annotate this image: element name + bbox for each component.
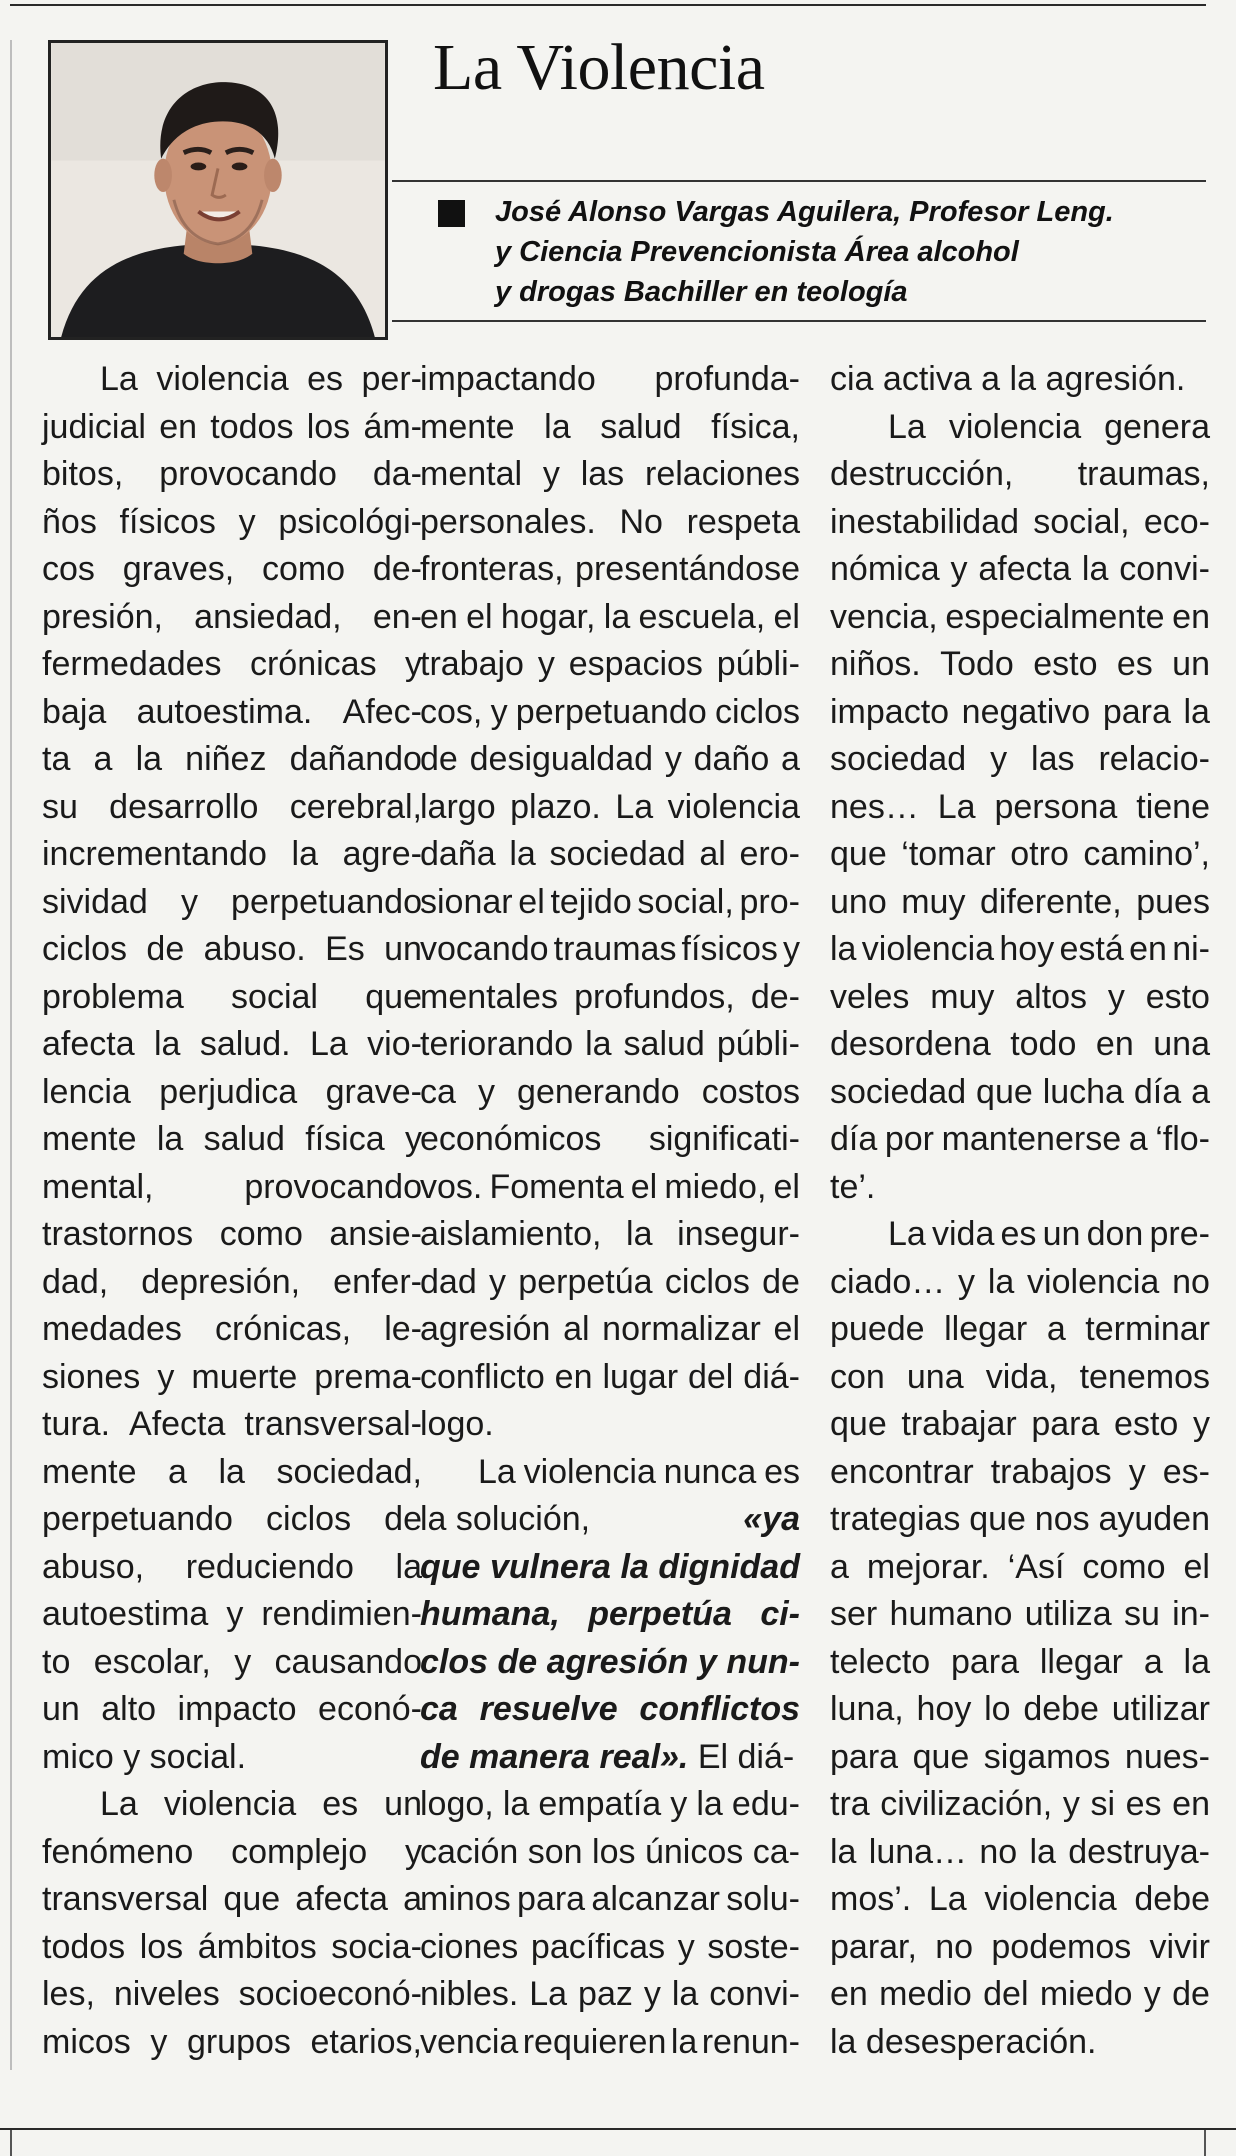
top-rule [10,4,1206,6]
text-line: teriorando la salud públi- [420,1025,800,1063]
text-line: luna, hoy lo debe utilizar [830,1690,1210,1728]
text-line: cia activa a la agresión. [830,360,1186,398]
text-line: ciones pacíficas y soste- [420,1927,800,1966]
text-fragment: la solución, [420,1500,591,1538]
text-line: siones y muerte prema- [42,1357,422,1396]
quote-line: ca resuelve conflictos [420,1690,800,1728]
author-portrait-image [51,43,385,337]
text-line [420,1734,800,1782]
text-line: impacto negativo para la [830,692,1210,731]
text-line: telecto para llegar a la [830,1642,1210,1681]
text-line: cos graves, como de- [42,550,422,588]
text-line: a mejorar. ‘Así como el [830,1547,1210,1586]
text-line: mente a la sociedad, [42,1452,422,1491]
text-line: vencia requieren la renun- [420,2022,800,2061]
text-line: todos los ámbitos socia- [42,1927,422,1966]
text-line: económicos significati- [420,1120,800,1158]
text-line: tura. Afecta transversal- [42,1405,422,1443]
quote-line: clos de agresión y nun- [420,1642,800,1681]
text-line: sionar el tejido social, pro- [420,882,800,921]
text-line: mos’. La violencia debe [830,1880,1210,1918]
text-line: minos para alcanzar solu- [420,1880,800,1918]
text-line [420,1496,800,1544]
text-line: la violencia hoy está en ni- [830,930,1210,968]
text-line: sociedad y las relacio- [830,740,1210,778]
text-line: ciado… y la violencia no [830,1262,1210,1301]
text-line: vencia, especialmente en [830,597,1210,636]
text-line: nibles. La paz y la convi- [420,1975,800,2013]
text-line: vos. Fomenta el miedo, el [420,1167,800,1206]
text-line: vocando traumas físicos y [420,930,800,968]
text-line: personales. No respeta [420,502,800,541]
text-line: desordena todo en una [830,1025,1210,1063]
header-rule [392,180,1206,182]
text-line: mentales profundos, de- [420,977,800,1016]
text-line: mental y las relaciones [420,455,800,493]
text-line: fermedades crónicas y [42,645,422,683]
author-byline [495,192,1195,312]
text-line: La violencia genera [888,407,1210,446]
left-rule [10,40,12,2070]
text-line: te’. [830,1167,876,1206]
text-line: veles muy altos y esto [830,977,1210,1016]
text-line: lencia perjudica grave- [42,1072,422,1111]
quote-fragment: de manera real». [420,1737,689,1776]
text-line: en el hogar, la escuela, el [420,597,800,636]
byline-rule [392,320,1206,322]
text-line: niños. Todo esto es un [830,645,1210,683]
text-line: to escolar, y causando [42,1642,422,1681]
text-line: incrementando la agre- [42,835,422,873]
text-line: nómica y afecta la convi- [830,550,1210,588]
text-fragment: El diá- [688,1737,795,1776]
text-line: ciclos de abuso. Es un [42,930,422,968]
text-line: mental, provocando [42,1167,422,1206]
text-line: medades crónicas, le- [42,1310,422,1348]
text-line: mente la salud física, [420,407,800,446]
text-line: ca y generando costos [420,1072,800,1111]
text-line: la desesperación. [830,2022,1097,2061]
text-line: sividad y perpetuando [42,882,422,921]
byline-square-icon [438,200,465,227]
article-title: La Violencia [433,31,765,104]
text-line: trastornos como ansie- [42,1215,422,1253]
text-line: un alto impacto econó- [42,1690,422,1728]
text-line: problema social que [42,977,422,1016]
text-line: daña la sociedad al ero- [420,835,800,873]
text-line: bitos, provocando da- [42,455,422,493]
text-line: ser humano utiliza su in- [830,1595,1210,1633]
text-line: logo. [420,1405,494,1443]
text-line: largo plazo. La violencia [420,787,800,826]
text-line: sociedad que lucha día a [830,1072,1210,1111]
text-line: dad, depresión, enfer- [42,1262,422,1301]
text-line: inestabilidad social, eco- [830,502,1210,541]
text-line: ta a la niñez dañando [42,740,422,778]
text-line: mico y social. [42,1737,247,1776]
next-article-frame [10,2130,1206,2156]
text-line: que ‘tomar otro camino’, [830,835,1210,873]
text-line: autoestima y rendimien- [42,1595,422,1633]
text-line: fenómeno complejo y [42,1832,422,1871]
text-line: encontrar trabajos y es- [830,1452,1210,1491]
text-line: en medio del miedo y de [830,1975,1210,2013]
text-line: perpetuando ciclos de [42,1500,422,1538]
quote-line: que vulnera la dignidad [420,1547,800,1586]
text-line: su desarrollo cerebral, [42,787,422,826]
text-line: de desigualdad y daño a [420,740,800,778]
quote-line: humana, perpetúa ci- [420,1595,800,1633]
article-column-1 [42,356,422,2066]
text-line: presión, ansiedad, en- [42,597,422,636]
text-line: impactando profunda- [420,360,800,398]
text-line: cos, y perpetuando ciclos [420,692,800,731]
text-line: abuso, reduciendo la [42,1547,422,1586]
text-line: La vida es un don pre- [888,1215,1210,1253]
byline-line: y drogas Bachiller en teología [495,276,908,308]
text-line: dad y perpetúa ciclos de [420,1262,800,1301]
text-line: logo, la empatía y la edu- [420,1785,800,1823]
text-line: La violencia es per- [100,360,422,398]
text-line: puede llegar a terminar [830,1310,1210,1348]
text-line: cación son los únicos ca- [420,1832,800,1871]
text-line: conflicto en lugar del diá- [420,1357,800,1396]
text-line: agresión al normalizar el [420,1310,800,1348]
article-column-2 [420,356,800,2066]
article-column-3 [830,356,1210,2066]
text-line: trabajo y espacios públi- [420,645,800,683]
text-line: mente la salud física y [42,1120,422,1158]
text-line: les, niveles socioeconó- [42,1975,422,2013]
text-line: que trabajar para esto y [830,1405,1210,1443]
text-line: micos y grupos etarios, [42,2022,422,2061]
text-line: La violencia es un [100,1785,422,1823]
text-line: con una vida, tenemos [830,1357,1210,1396]
author-photo [48,40,388,340]
text-line: tra civilización, y si es en [830,1785,1210,1823]
text-line: transversal que afecta a [42,1880,422,1918]
text-line: uno muy diferente, pues [830,882,1210,921]
text-line: destrucción, traumas, [830,455,1210,493]
byline-line: José Alonso Vargas Aguilera, Profesor Leng. [495,196,1114,228]
text-line: afecta la salud. La vio- [42,1025,422,1063]
text-line: fronteras, presentándose [420,550,800,588]
text-line: la luna… no la destruya- [830,1832,1210,1871]
text-line: para que sigamos nues- [830,1737,1210,1776]
quote-fragment: «ya [743,1500,800,1538]
text-line: día por mantenerse a ‘flo- [830,1120,1210,1158]
text-line: parar, no podemos vivir [830,1927,1210,1966]
text-line: nes… La persona tiene [830,787,1210,826]
text-line: judicial en todos los ám- [42,407,422,446]
text-line: La violencia nunca es [478,1452,800,1491]
text-line: aislamiento, la insegur- [420,1215,800,1253]
text-line: baja autoestima. Afec- [42,692,422,731]
text-line: ños físicos y psicológi- [42,502,422,541]
text-line: trategias que nos ayuden [830,1500,1210,1538]
byline-line: y Ciencia Prevencionista Área alcohol [495,236,1019,268]
